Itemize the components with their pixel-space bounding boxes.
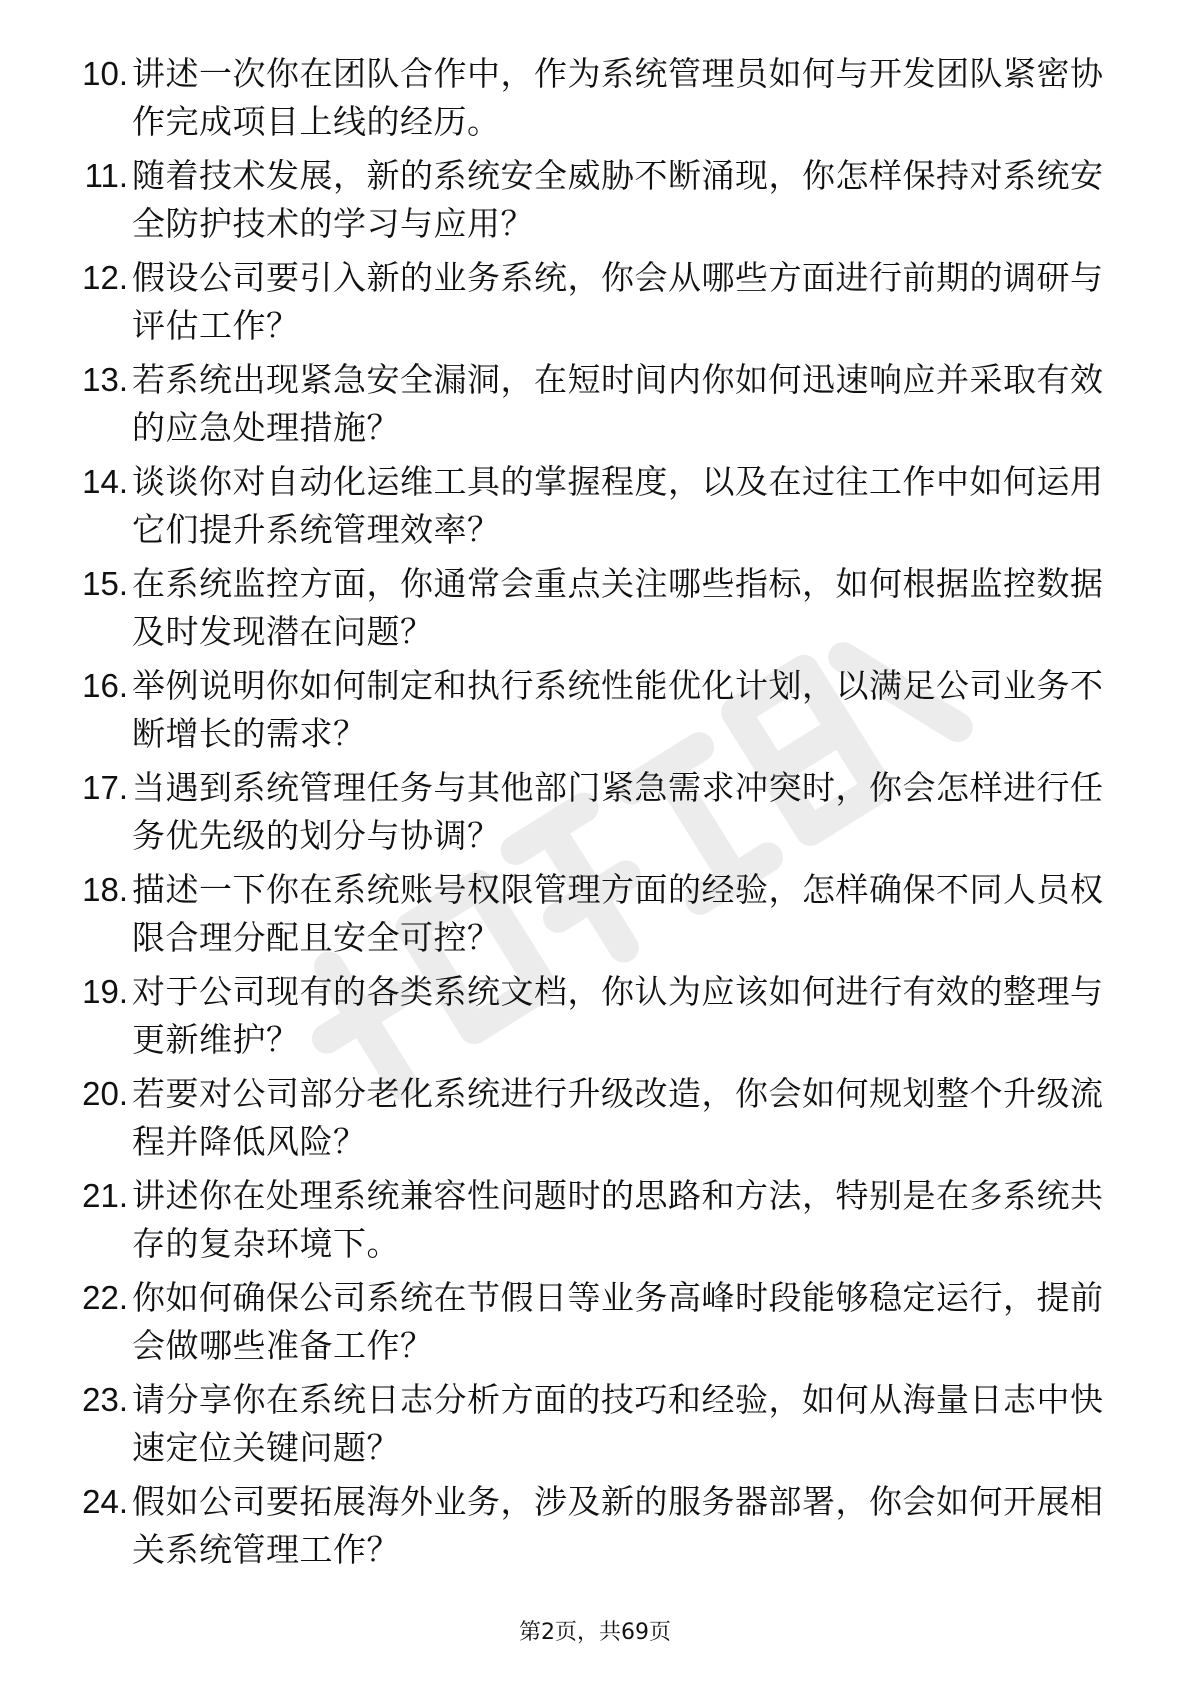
question-number: 10. — [82, 55, 128, 92]
question-item — [56, 662, 1116, 764]
question-number: 13. — [82, 361, 128, 398]
question-text: 在系统监控方面，你通常会重点关注哪些指标，如何根据监控数据及时发现潜在问题？ — [132, 564, 1104, 651]
question-item — [56, 356, 1116, 458]
question-item — [56, 458, 1116, 560]
question-item — [56, 254, 1116, 356]
question-text: 讲述你在处理系统兼容性问题时的思路和方法，特别是在多系统共存的复杂环境下。 — [132, 1176, 1104, 1263]
question-number: 16. — [82, 667, 128, 704]
question-text: 假设公司要引入新的业务系统，你会从哪些方面进行前期的调研与评估工作？ — [132, 258, 1104, 345]
question-item — [56, 1070, 1116, 1172]
question-number: 20. — [82, 1075, 128, 1112]
question-text: 对于公司现有的各类系统文档，你认为应该如何进行有效的整理与更新维护？ — [132, 972, 1104, 1059]
question-list — [56, 50, 1116, 1580]
question-text: 你如何确保公司系统在节假日等业务高峰时段能够稳定运行，提前会做哪些准备工作？ — [132, 1278, 1104, 1365]
question-text: 谈谈你对自动化运维工具的掌握程度，以及在过往工作中如何运用它们提升系统管理效率？ — [132, 462, 1104, 549]
question-text: 讲述一次你在团队合作中，作为系统管理员如何与开发团队紧密协作完成项目上线的经历。 — [132, 54, 1104, 141]
question-number: 14. — [82, 463, 128, 500]
question-number: 21. — [82, 1177, 128, 1214]
question-text: 若要对公司部分老化系统进行升级改造，你会如何规划整个升级流程并降低风险？ — [132, 1074, 1104, 1161]
question-text: 随着技术发展，新的系统安全威胁不断涌现，你怎样保持对系统安全防护技术的学习与应用？ — [132, 156, 1104, 243]
question-text: 当遇到系统管理任务与其他部门紧急需求冲突时，你会怎样进行任务优先级的划分与协调？ — [132, 768, 1104, 855]
question-number: 23. — [82, 1381, 128, 1418]
question-text: 请分享你在系统日志分析方面的技巧和经验，如何从海量日志中快速定位关键问题？ — [132, 1380, 1104, 1467]
question-number: 11. — [84, 157, 128, 194]
question-text: 假如公司要拓展海外业务，涉及新的服务器部署，你会如何开展相关系统管理工作？ — [132, 1482, 1104, 1569]
question-item — [56, 1376, 1116, 1478]
question-item — [56, 50, 1116, 152]
question-number: 15. — [82, 565, 128, 602]
question-item — [56, 764, 1116, 866]
question-text: 若系统出现紧急安全漏洞，在短时间内你如何迅速响应并采取有效的应急处理措施？ — [132, 360, 1104, 447]
question-item — [56, 866, 1116, 968]
question-number: 24. — [82, 1483, 128, 1520]
question-item — [56, 560, 1116, 662]
question-item — [56, 152, 1116, 254]
question-number: 18. — [82, 871, 128, 908]
question-text: 描述一下你在系统账号权限管理方面的经验，怎样确保不同人员权限合理分配且安全可控？ — [132, 870, 1104, 957]
question-number: 17. — [82, 769, 128, 806]
question-number: 12. — [82, 259, 128, 296]
page-footer: 第2页，共69页 — [519, 1620, 671, 1645]
question-number: 22. — [82, 1279, 128, 1316]
question-item — [56, 1172, 1116, 1274]
question-item — [56, 1274, 1116, 1376]
question-item — [56, 1478, 1116, 1580]
question-text: 举例说明你如何制定和执行系统性能优化计划，以满足公司业务不断增长的需求？ — [132, 666, 1104, 753]
question-number: 19. — [82, 973, 128, 1010]
question-item — [56, 968, 1116, 1070]
